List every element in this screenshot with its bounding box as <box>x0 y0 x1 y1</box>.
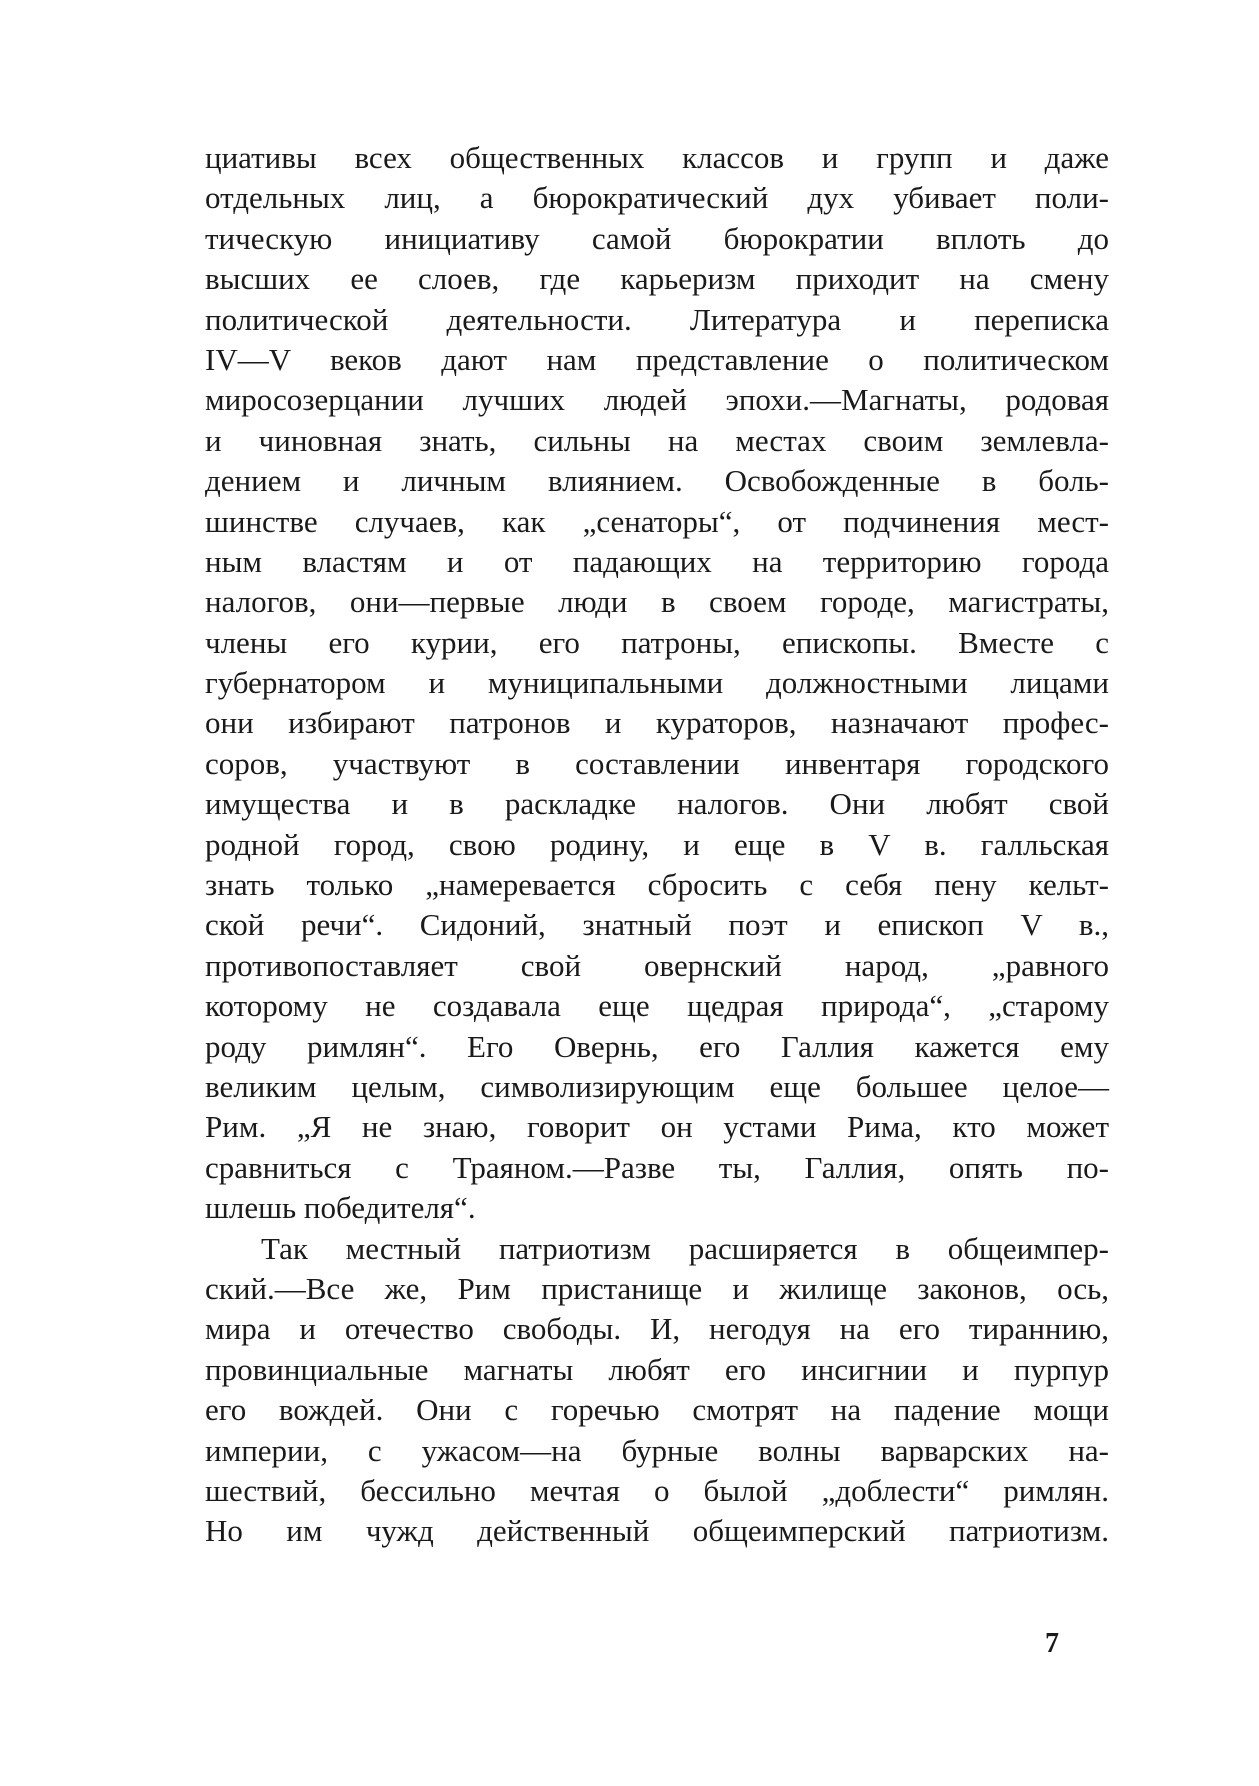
text-line: ский.—Все же, Рим пристанище и жилище законов, ось, <box>205 1270 1109 1306</box>
text-line: налогов, они—первые люди в своем городе, магистраты, <box>205 584 1109 620</box>
text-line: ным властям и от падающих на территорию города <box>205 543 1109 579</box>
text-line: политической деятельности. Литература и переписка <box>205 301 1109 337</box>
text-line: сравниться с Траяном.—Разве ты, Галлия, опять по- <box>205 1149 1109 1185</box>
text-line: которому не создавала еще щедрая природа“, „старому <box>205 988 1109 1024</box>
text-line: Но им чужд действенный общеимперский патриотизм. <box>205 1513 1109 1549</box>
text-line: высших ее слоев, где карьеризм приходит на смену <box>205 261 1109 297</box>
text-line: соров, участвуют в составлении инвентаря городского <box>205 745 1109 781</box>
text-line: губернатором и муниципальными должностными лицами <box>205 665 1109 701</box>
paragraph <box>205 1229 1109 1552</box>
text-line: циативы всех общественных классов и групп и даже <box>205 140 1109 175</box>
text-line: IV—V веков дают нам представление о политическом <box>205 341 1109 377</box>
text-line: шлешь победителя“. <box>205 1190 476 1226</box>
text-line: великим целым, символизирующим еще большее целое— <box>205 1068 1109 1104</box>
paragraph <box>205 138 1109 1229</box>
text-line: дением и личным влиянием. Освобожденные в боль- <box>205 463 1109 499</box>
text-line: родной город, свою родину, и еще в V в. галльская <box>205 826 1109 862</box>
text-line: отдельных лиц, а бюрократический дух убивает поли- <box>205 180 1109 216</box>
text-line: имущества и в раскладке налогов. Они любят свой <box>205 786 1109 822</box>
text-line: ской речи“. Сидоний, знатный поэт и епископ V в., <box>205 907 1109 943</box>
text-line: шествий, бессильно мечтая о былой „доблести“ римлян. <box>205 1472 1109 1508</box>
text-line: мира и отечество свободы. И, негодуя на его тираннию, <box>205 1311 1109 1347</box>
text-line: его вождей. Они с горечью смотрят на падение мощи <box>205 1392 1109 1428</box>
text-line: роду римлян“. Его Овернь, его Галлия кажется ему <box>205 1028 1109 1064</box>
text-line: империи, с ужасом—на бурные волны варварских на- <box>205 1432 1109 1468</box>
text-line: Рим. „Я не знаю, говорит он устами Рима, кто может <box>205 1109 1109 1145</box>
text-line: противопоставляет свой овернский народ, „равного <box>205 947 1109 983</box>
text-line: шинстве случаев, как „сенаторы“, от подчинения мест- <box>205 503 1109 539</box>
text-line: провинциальные магнаты любят его инсигнии и пурпур <box>205 1351 1109 1387</box>
text-line: члены его курии, его патроны, епископы. Вместе с <box>205 624 1109 660</box>
text-line: они избирают патронов и кураторов, назначают профес- <box>205 705 1109 741</box>
body-text <box>205 138 1109 1552</box>
text-line: миросозерцании лучших людей эпохи.—Магнаты, родовая <box>205 382 1109 418</box>
text-line: и чиновная знать, сильны на местах своим землевла- <box>205 422 1109 458</box>
text-line: Так местный патриотизм расширяется в общеимпер- <box>261 1230 1109 1266</box>
page-number: 7 <box>1045 1628 1059 1659</box>
text-line: тическую инициативу самой бюрократии вплоть до <box>205 220 1109 256</box>
text-line: знать только „намеревается сбросить с себя пену кельт- <box>205 867 1109 903</box>
